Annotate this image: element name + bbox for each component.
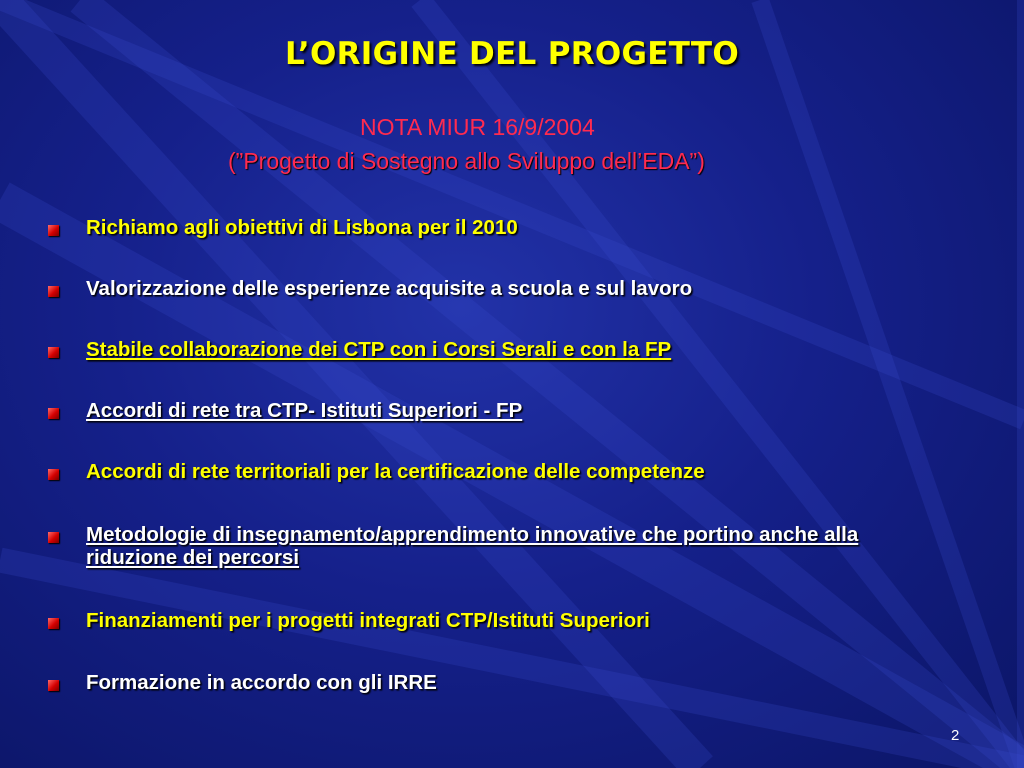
bullet-item: Stabile collaborazione dei CTP con i Corsi Serali e con la FP [86,338,672,361]
bullet-marker-icon [48,347,59,358]
subtitle-project: (”Progetto di Sostegno allo Sviluppo dell’EDA”) [228,148,705,174]
bullet-marker-icon [48,618,59,629]
bullet-item: Accordi di rete tra CTP- Istituti Superiori - FP [86,399,523,422]
bullet-item: Formazione in accordo con gli IRRE [86,671,437,694]
bullet-marker-icon [48,286,59,297]
bullet-item: Finanziamenti per i progetti integrati CTP/Istituti Superiori [86,609,650,632]
bullet-marker-icon [48,225,59,236]
bullet-marker-icon [48,680,59,691]
subtitle-nota: NOTA MIUR 16/9/2004 [360,114,595,140]
bullet-marker-icon [48,532,59,543]
bullet-item: Metodologie di insegnamento/apprendimento innovative che portino anche alla riduzione dei percorsi [86,523,859,569]
page-number: 2 [951,727,960,744]
bullet-marker-icon [48,469,59,480]
bullet-item: Valorizzazione delle esperienze acquisite a scuola e sul lavoro [86,277,693,300]
slide-title: L’ORIGINE DEL PROGETTO [284,36,740,72]
bullet-item: Richiamo agli obiettivi di Lisbona per il 2010 [86,216,518,239]
bullet-item: Accordi di rete territoriali per la certificazione delle competenze [86,460,705,483]
bullet-marker-icon [48,408,59,419]
